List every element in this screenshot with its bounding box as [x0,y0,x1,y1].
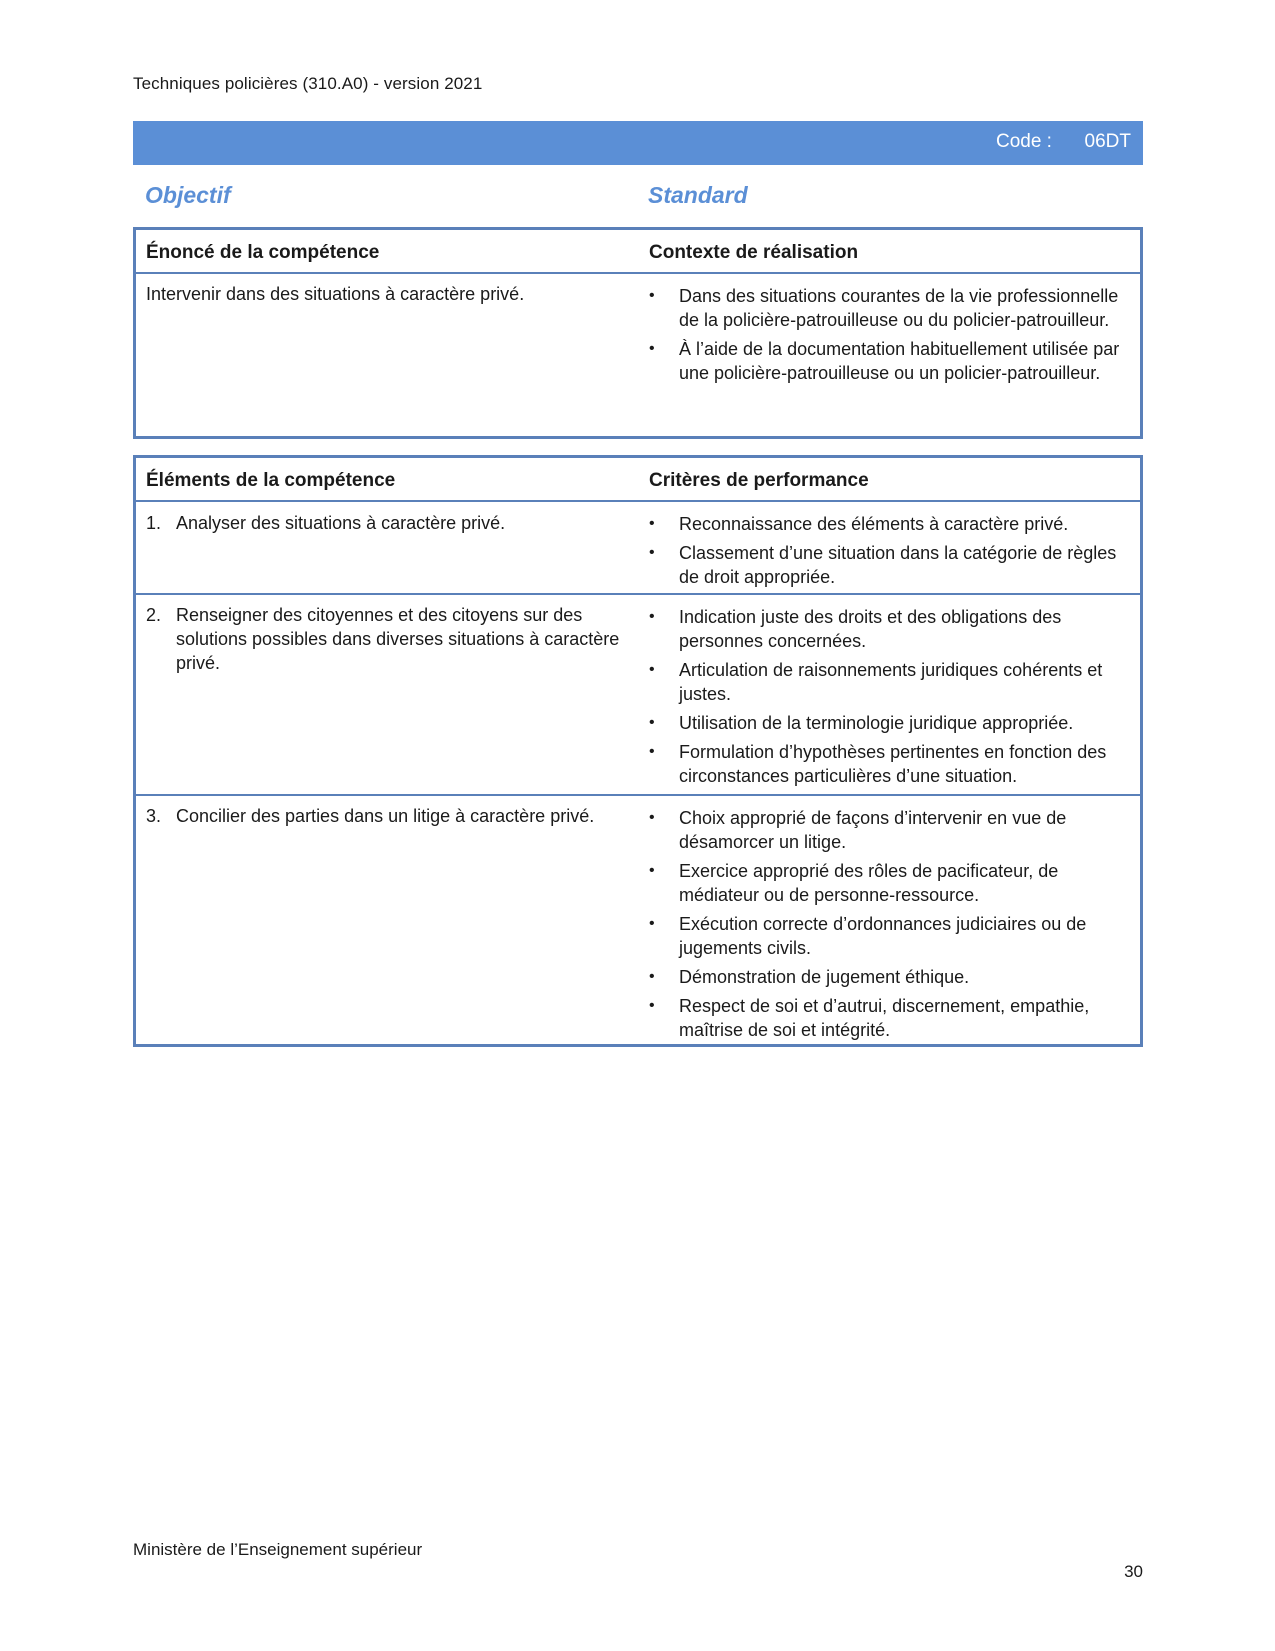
list-item: • À l’aide de la documentation habituellement utilisée par une policière-patrouilleuse ou un policier-patrouilleur. [649,339,1120,383]
competence-statement-table [133,227,1143,439]
competence-statement: Intervenir dans des situations à caractère privé. [146,284,525,304]
list-item: • Respect de soi et d’autrui, discernement, empathie, maîtrise de soi et intégrité. [649,996,1090,1040]
page-number: 30 [1124,1562,1143,1581]
code-label: Code : [995,131,1052,152]
bullet-icon: • [649,661,655,678]
bullet-icon: • [649,915,655,932]
table-row [136,274,1140,438]
elements-criteria-table [133,455,1143,1047]
context-header: Contexte de réalisation [649,242,859,263]
list-item: • Articulation de raisonnements juridiques cohérents et justes. [649,660,1103,704]
context-list [649,284,1134,385]
bullet-icon: • [649,287,655,304]
statement-header: Énoncé de la compétence [146,242,380,263]
bullet-icon: • [649,714,655,731]
bullet-icon: • [649,862,655,879]
bullet-icon: • [649,340,655,357]
footer-ministry: Ministère de l’Enseignement supérieur [133,1540,423,1559]
running-title: Techniques policières (310.A0) - version 2021 [133,74,483,93]
list-item: • Utilisation de la terminologie juridique appropriée. [649,713,1074,733]
list-item: • Formulation d’hypothèses pertinentes en fonction des circonstances particulières d’une situation. [649,742,1107,786]
list-item: • Indication juste des droits et des obligations des personnes concernées. [649,607,1062,651]
criteria-list [649,806,1134,1042]
bullet-icon: • [649,809,655,826]
table-row [136,796,1140,1048]
criteria-list [649,605,1134,788]
list-item: • Dans des situations courantes de la vie professionnelle de la policière-patrouilleuse ou du policier-patrouilleur. [649,286,1119,330]
criteria-header: Critères de performance [649,470,869,491]
table-row [136,502,1140,595]
bullet-icon: • [649,608,655,625]
elements-header: Éléments de la compétence [146,470,396,491]
bullet-icon: • [649,515,655,532]
objectif-label: Objectif [145,182,231,208]
bullet-icon: • [649,544,655,561]
code-value: 06DT [1084,131,1131,152]
list-item: • Reconnaissance des éléments à caractère privé. [649,514,1069,534]
list-item: • Exercice approprié des rôles de pacificateur, de médiateur ou de personne-ressource. [649,861,1059,905]
list-item: • Démonstration de jugement éthique. [649,967,970,987]
list-item: • Classement d’une situation dans la catégorie de règles de droit appropriée. [649,543,1117,587]
standard-label: Standard [648,182,748,208]
bullet-icon: • [649,997,655,1014]
criteria-list [649,512,1134,589]
element-item: 3. Concilier des parties dans un litige à caractère privé. [146,806,595,826]
bullet-icon: • [649,743,655,760]
element-item: 1. Analyser des situations à caractère privé. [146,513,506,533]
table-header-row [136,230,1140,274]
table-row [136,595,1140,796]
list-item: • Choix approprié de façons d’intervenir en vue de désamorcer un litige. [649,808,1067,852]
list-item: • Exécution correcte d’ordonnances judiciaires ou de jugements civils. [649,914,1087,958]
table-header-row [136,458,1140,502]
competency-code [996,131,1131,153]
code-banner [133,121,1143,165]
element-item: 2. Renseigner des citoyennes et des citoyens sur des solutions possibles dans diverses situations à caractère privé. [146,605,620,673]
bullet-icon: • [649,968,655,985]
